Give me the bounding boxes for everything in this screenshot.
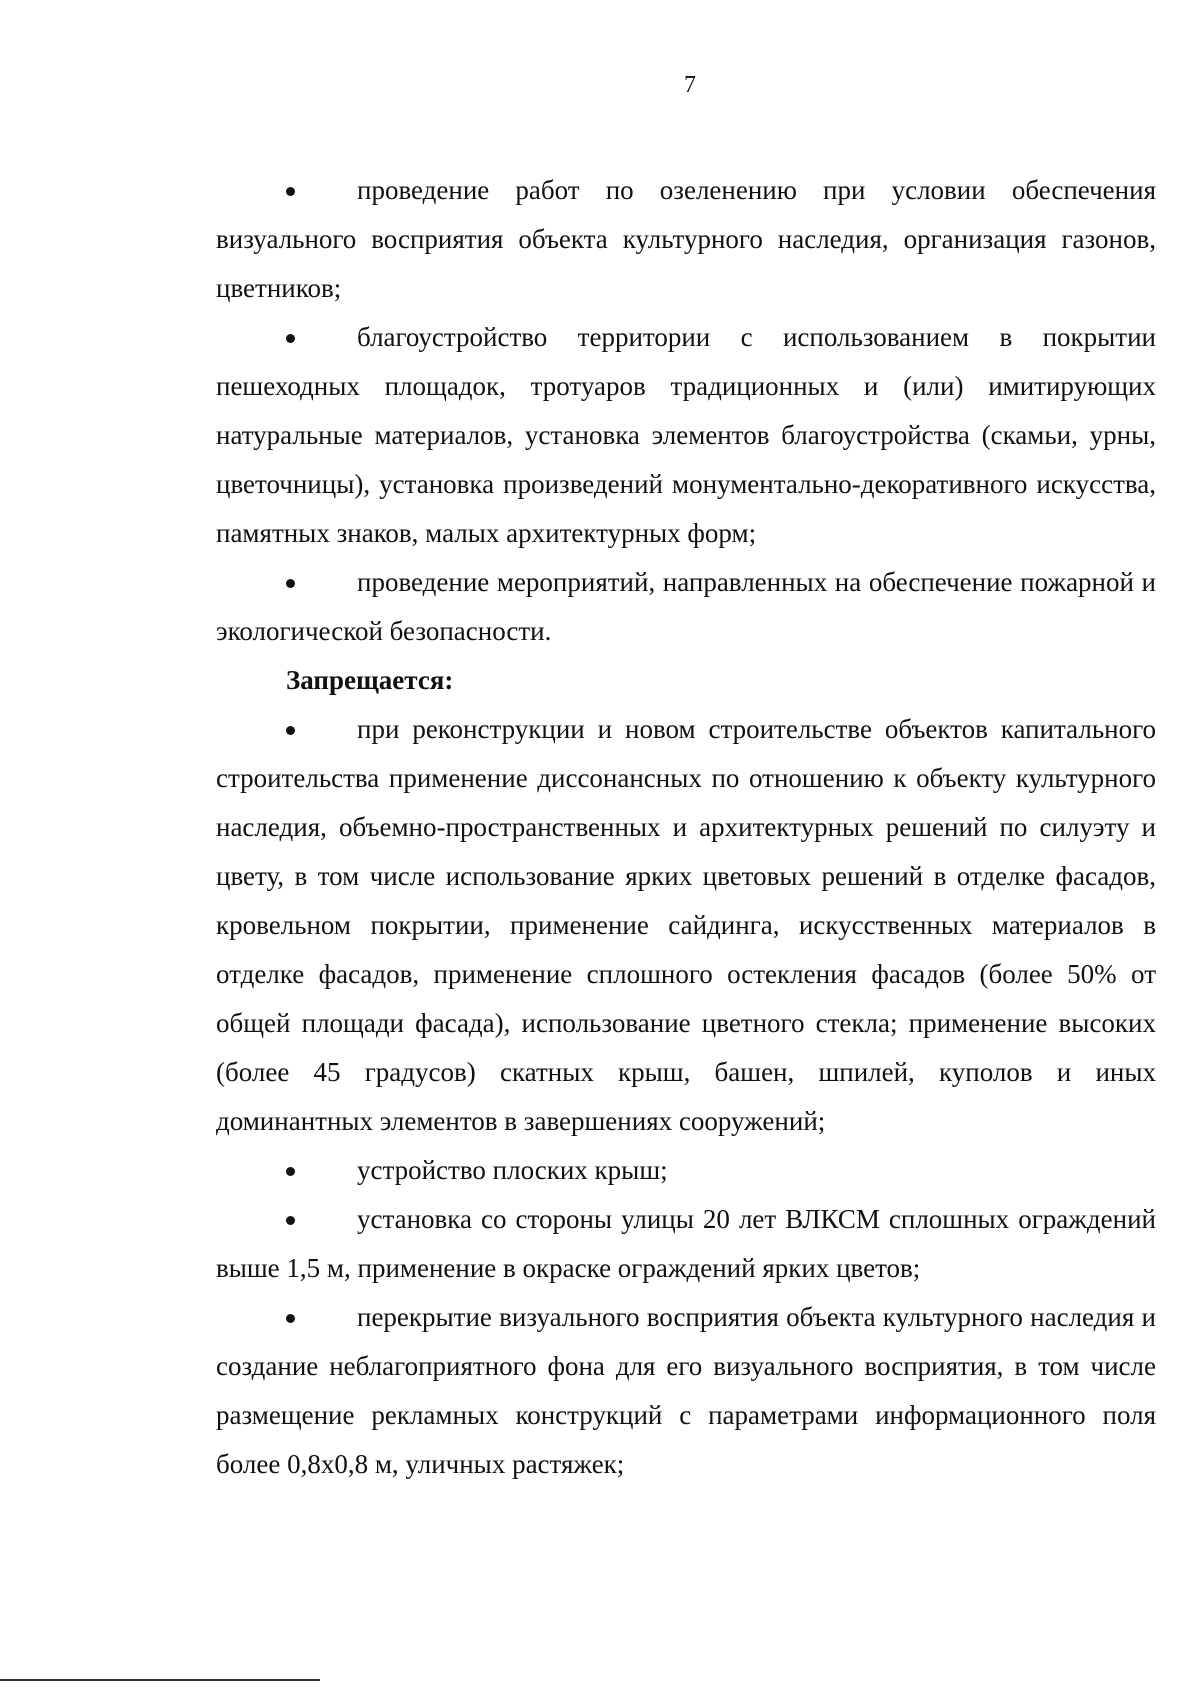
section-heading: Запрещается:	[286, 665, 454, 695]
list-item-text: при реконструкции и новом строительстве объектов капитального строительства применение диссонансных по отношению к объекту культурного наследия, объемно-пространственных и архитектурных решений по силуэту и цвету, в том числе использование ярких цветовых решений в отделке фасадов, кровельном покрытии, применение сайдинга, искусственных материалов в отделке фасадов, применение сплошного остекления фасадов (более 50% от общей площади фасада), использование цветного стекла; применение высоких (более 45 градусов) скатных крыш, башен, шпилей, куполов и иных доминантных элементов в завершениях сооружений;	[216, 714, 1156, 1136]
list-item	[216, 1293, 1156, 1489]
list-item	[216, 1195, 1156, 1293]
list-item	[216, 166, 1156, 313]
bullet-icon	[286, 579, 295, 588]
list-item	[216, 1146, 1156, 1195]
bullet-icon	[286, 1167, 295, 1176]
list-item-text: установка со стороны улицы 20 лет ВЛКСМ сплошных ограждений выше 1,5 м, применение в окраске ограждений ярких цветов;	[216, 1204, 1156, 1283]
bullet-icon	[286, 334, 295, 343]
list-item-text: перекрытие визуального восприятия объекта культурного наследия и создание неблагоприятного фона для его визуального восприятия, в том числе размещение рекламных конструкций с параметрами информационного поля более 0,8x0,8 м, уличных растяжек;	[216, 1302, 1156, 1479]
bullet-icon	[286, 1314, 295, 1323]
list-item	[216, 313, 1156, 558]
bullet-icon	[286, 1216, 295, 1225]
page-number: 7	[684, 72, 696, 98]
page-bottom-rule	[0, 1679, 320, 1681]
bullet-icon	[286, 726, 295, 735]
document-body	[216, 166, 1156, 1489]
list-item-text: проведение работ по озеленению при условии обеспечения визуального восприятия объекта культурного наследия, организация газонов, цветников;	[216, 175, 1156, 303]
list-item-text: устройство плоских крыш;	[357, 1155, 668, 1185]
bullet-icon	[286, 187, 295, 196]
list-item-text: проведение мероприятий, направленных на обеспечение пожарной и экологической безопасности.	[216, 567, 1156, 646]
list-item-text: благоустройство территории с использованием в покрытии пешеходных площадок, тротуаров традиционных и (или) имитирующих натуральные материалов, установка элементов благоустройства (скамьи, урны, цветочницы), установка произведений монументально-декоративного искусства, памятных знаков, малых архитектурных форм;	[216, 322, 1156, 548]
list-item	[216, 705, 1156, 1146]
list-item	[216, 558, 1156, 656]
